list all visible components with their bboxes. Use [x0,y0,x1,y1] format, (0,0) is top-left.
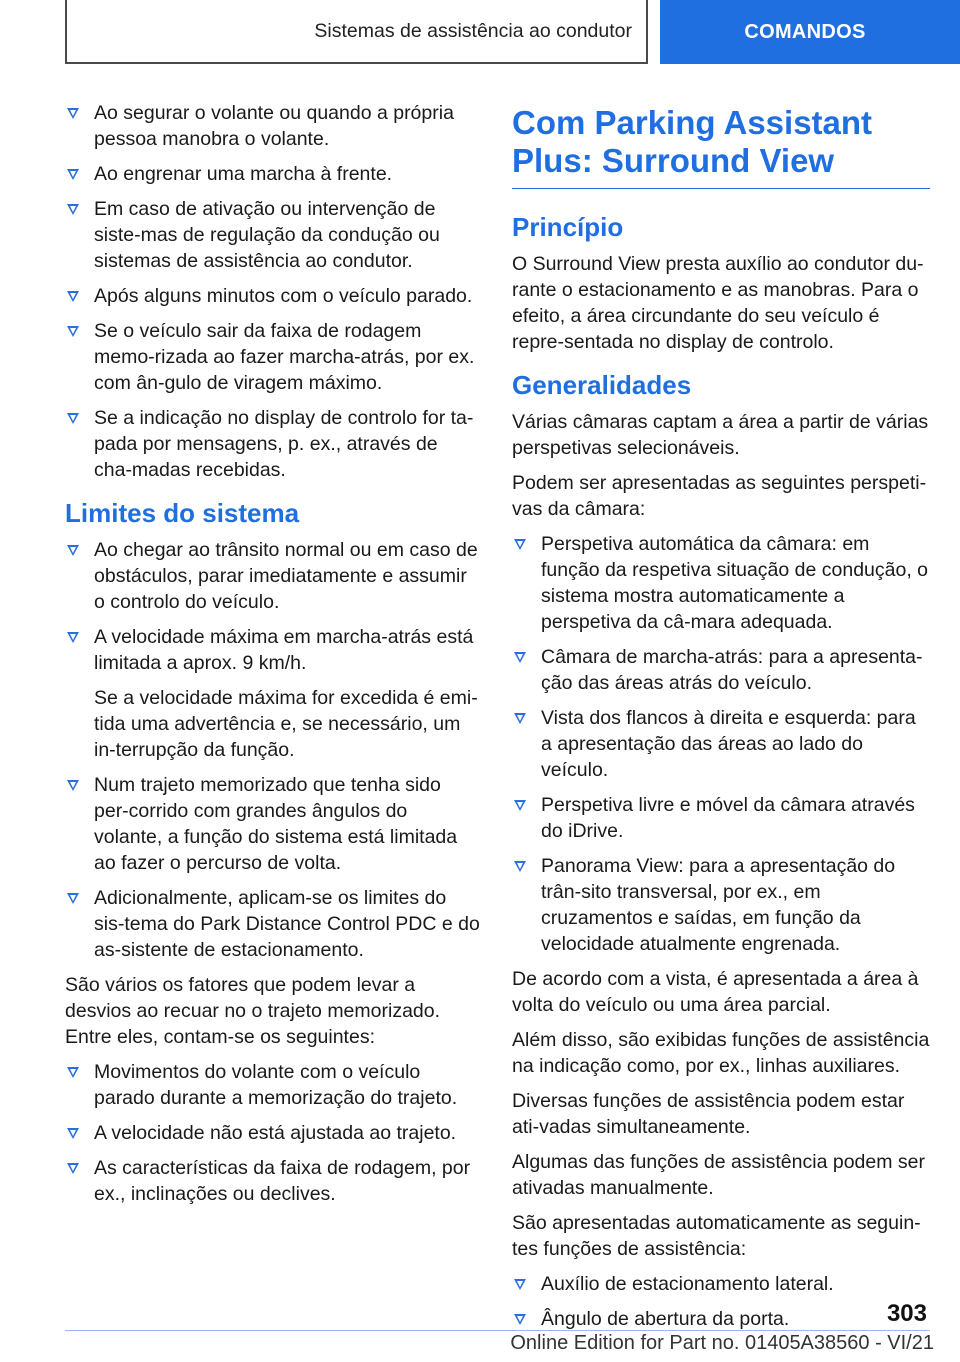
section-title-surround-view: Com Parking Assistant Plus: Surround View [512,104,930,189]
perspectives-bullet-list [512,531,930,957]
header-chapter-tab[interactable] [660,0,960,64]
list-item: Num trajeto memorizado que tenha sido per-corrido com grandes ângulos do volante, a função do sistema está limitada ao fazer o percurso de volta. [65,772,480,876]
factors-bullet-list [65,1059,480,1207]
right-column [512,100,930,1341]
triangle-bullet-icon [514,713,526,724]
list-item: Após alguns minutos com o veículo parado. [65,283,480,309]
header-section-title [65,0,648,64]
list-item: Se a indicação no display de controlo for ta-pada por mensagens, p. ex., através de cha-madas recebidas. [65,405,480,483]
list-item: Perspetiva automática da câmara: em função da respetiva situação de condução, o sistema mostra automaticamente a perspetiva da câ-mara adequada. [512,531,930,635]
triangle-bullet-icon [67,1163,79,1174]
list-item: A velocidade máxima em marcha-atrás está limitada a aprox. 9 km/h. Se a velocidade máxima for excedida é emi-tida uma advertência e, se necessário, um in-terrupção da função. [65,624,480,763]
list-item: Câmara de marcha-atrás: para a apresenta-ção das áreas atrás do veículo. [512,644,930,696]
factors-intro: São vários os fatores que podem levar a desvios ao recuar no o trajeto memorizado. Entre eles, contam-se os seguintes: [65,974,441,1048]
list-item: Vista dos flancos à direita e esquerda: para a apresentação das áreas ao lado do veículo. [512,705,930,783]
general-paragraph: Algumas das funções de assistência podem ser ativadas manualmente. [512,1151,925,1199]
left-column [65,100,480,1216]
footer-divider [65,1330,930,1331]
general-heading: Generalidades [512,370,692,400]
list-item: As características da faixa de rodagem, por ex., inclinações ou declives. [65,1155,480,1207]
list-item-note: Se a velocidade máxima for excedida é emi-tida uma advertência e, se necessário, um in-terrupção da função. [94,687,478,761]
list-item: Perspetiva livre e móvel da câmara através do iDrive. [512,792,930,844]
triangle-bullet-icon [67,326,79,337]
top-bullet-list [65,100,480,483]
triangle-bullet-icon [67,291,79,302]
triangle-bullet-icon [67,1128,79,1139]
page-number: 303 [886,1300,927,1327]
general-paragraph: São apresentadas automaticamente as seguin-tes funções de assistência: [512,1212,921,1260]
footer-edition: Online Edition for Part no. 01405A38560 - VI/21 [510,1332,934,1354]
list-item: A velocidade não está ajustada ao trajeto. [65,1120,480,1146]
list-item: Auxílio de estacionamento lateral. [512,1271,930,1297]
list-item: Ângulo de abertura da porta. [512,1306,930,1332]
triangle-bullet-icon [514,1279,526,1290]
list-item: Ao engrenar uma marcha à frente. [65,161,480,187]
list-item: Panorama View: para a apresentação do trân-sito transversal, por ex., em cruzamentos e saídas, em função da velocidade atualmente engrenada. [512,853,930,957]
limits-heading: Limites do sistema [65,498,300,528]
limits-bullet-list [65,537,480,963]
triangle-bullet-icon [514,800,526,811]
principle-heading: Princípio [512,212,624,242]
triangle-bullet-icon [514,1314,526,1325]
general-paragraph: Além disso, são exibidas funções de assistência na indicação como, por ex., linhas auxiliares. [512,1029,930,1077]
triangle-bullet-icon [67,893,79,904]
general-paragraph: Várias câmaras captam a área a partir de várias perspetivas selecionáveis. [512,411,929,459]
section-title: Sistemas de assistência ao condutor [314,19,632,42]
auto-functions-bullet-list [512,1271,930,1332]
list-item: Ao chegar ao trânsito normal ou em caso de obstáculos, parar imediatamente e assumir o controlo do veículo. [65,537,480,615]
list-item: Adicionalmente, aplicam-se os limites do sis-tema do Park Distance Control PDC e do as-sistente de estacionamento. [65,885,480,963]
triangle-bullet-icon [514,861,526,872]
triangle-bullet-icon [67,169,79,180]
list-item: Se o veículo sair da faixa de rodagem memo-rizada ao fazer marcha-atrás, por ex. com ân-gulo de viragem máximo. [65,318,480,396]
triangle-bullet-icon [67,545,79,556]
general-paragraph: Diversas funções de assistência podem estar ati-vadas simultaneamente. [512,1090,905,1138]
general-paragraph: Podem ser apresentadas as seguintes perspeti-vas da câmara: [512,472,927,520]
chapter-title: COMANDOS [744,20,866,43]
triangle-bullet-icon [514,539,526,550]
triangle-bullet-icon [67,632,79,643]
triangle-bullet-icon [67,204,79,215]
triangle-bullet-icon [514,652,526,663]
triangle-bullet-icon [67,108,79,119]
list-item: Ao segurar o volante ou quando a própria pessoa manobra o volante. [65,100,480,152]
triangle-bullet-icon [67,413,79,424]
list-item: Movimentos do volante com o veículo parado durante a memorização do trajeto. [65,1059,480,1111]
general-paragraph: De acordo com a vista, é apresentada a área à volta do veículo ou uma área parcial. [512,968,919,1016]
principle-text: O Surround View presta auxílio ao condutor du-rante o estacionamento e as manobras. Para o efeito, a área circundante do seu veículo é repre-sentada no display de controlo. [512,253,924,353]
triangle-bullet-icon [67,1067,79,1078]
triangle-bullet-icon [67,780,79,791]
list-item: Em caso de ativação ou intervenção de siste-mas de regulação da condução ou sistemas de assistência ao condutor. [65,196,480,274]
